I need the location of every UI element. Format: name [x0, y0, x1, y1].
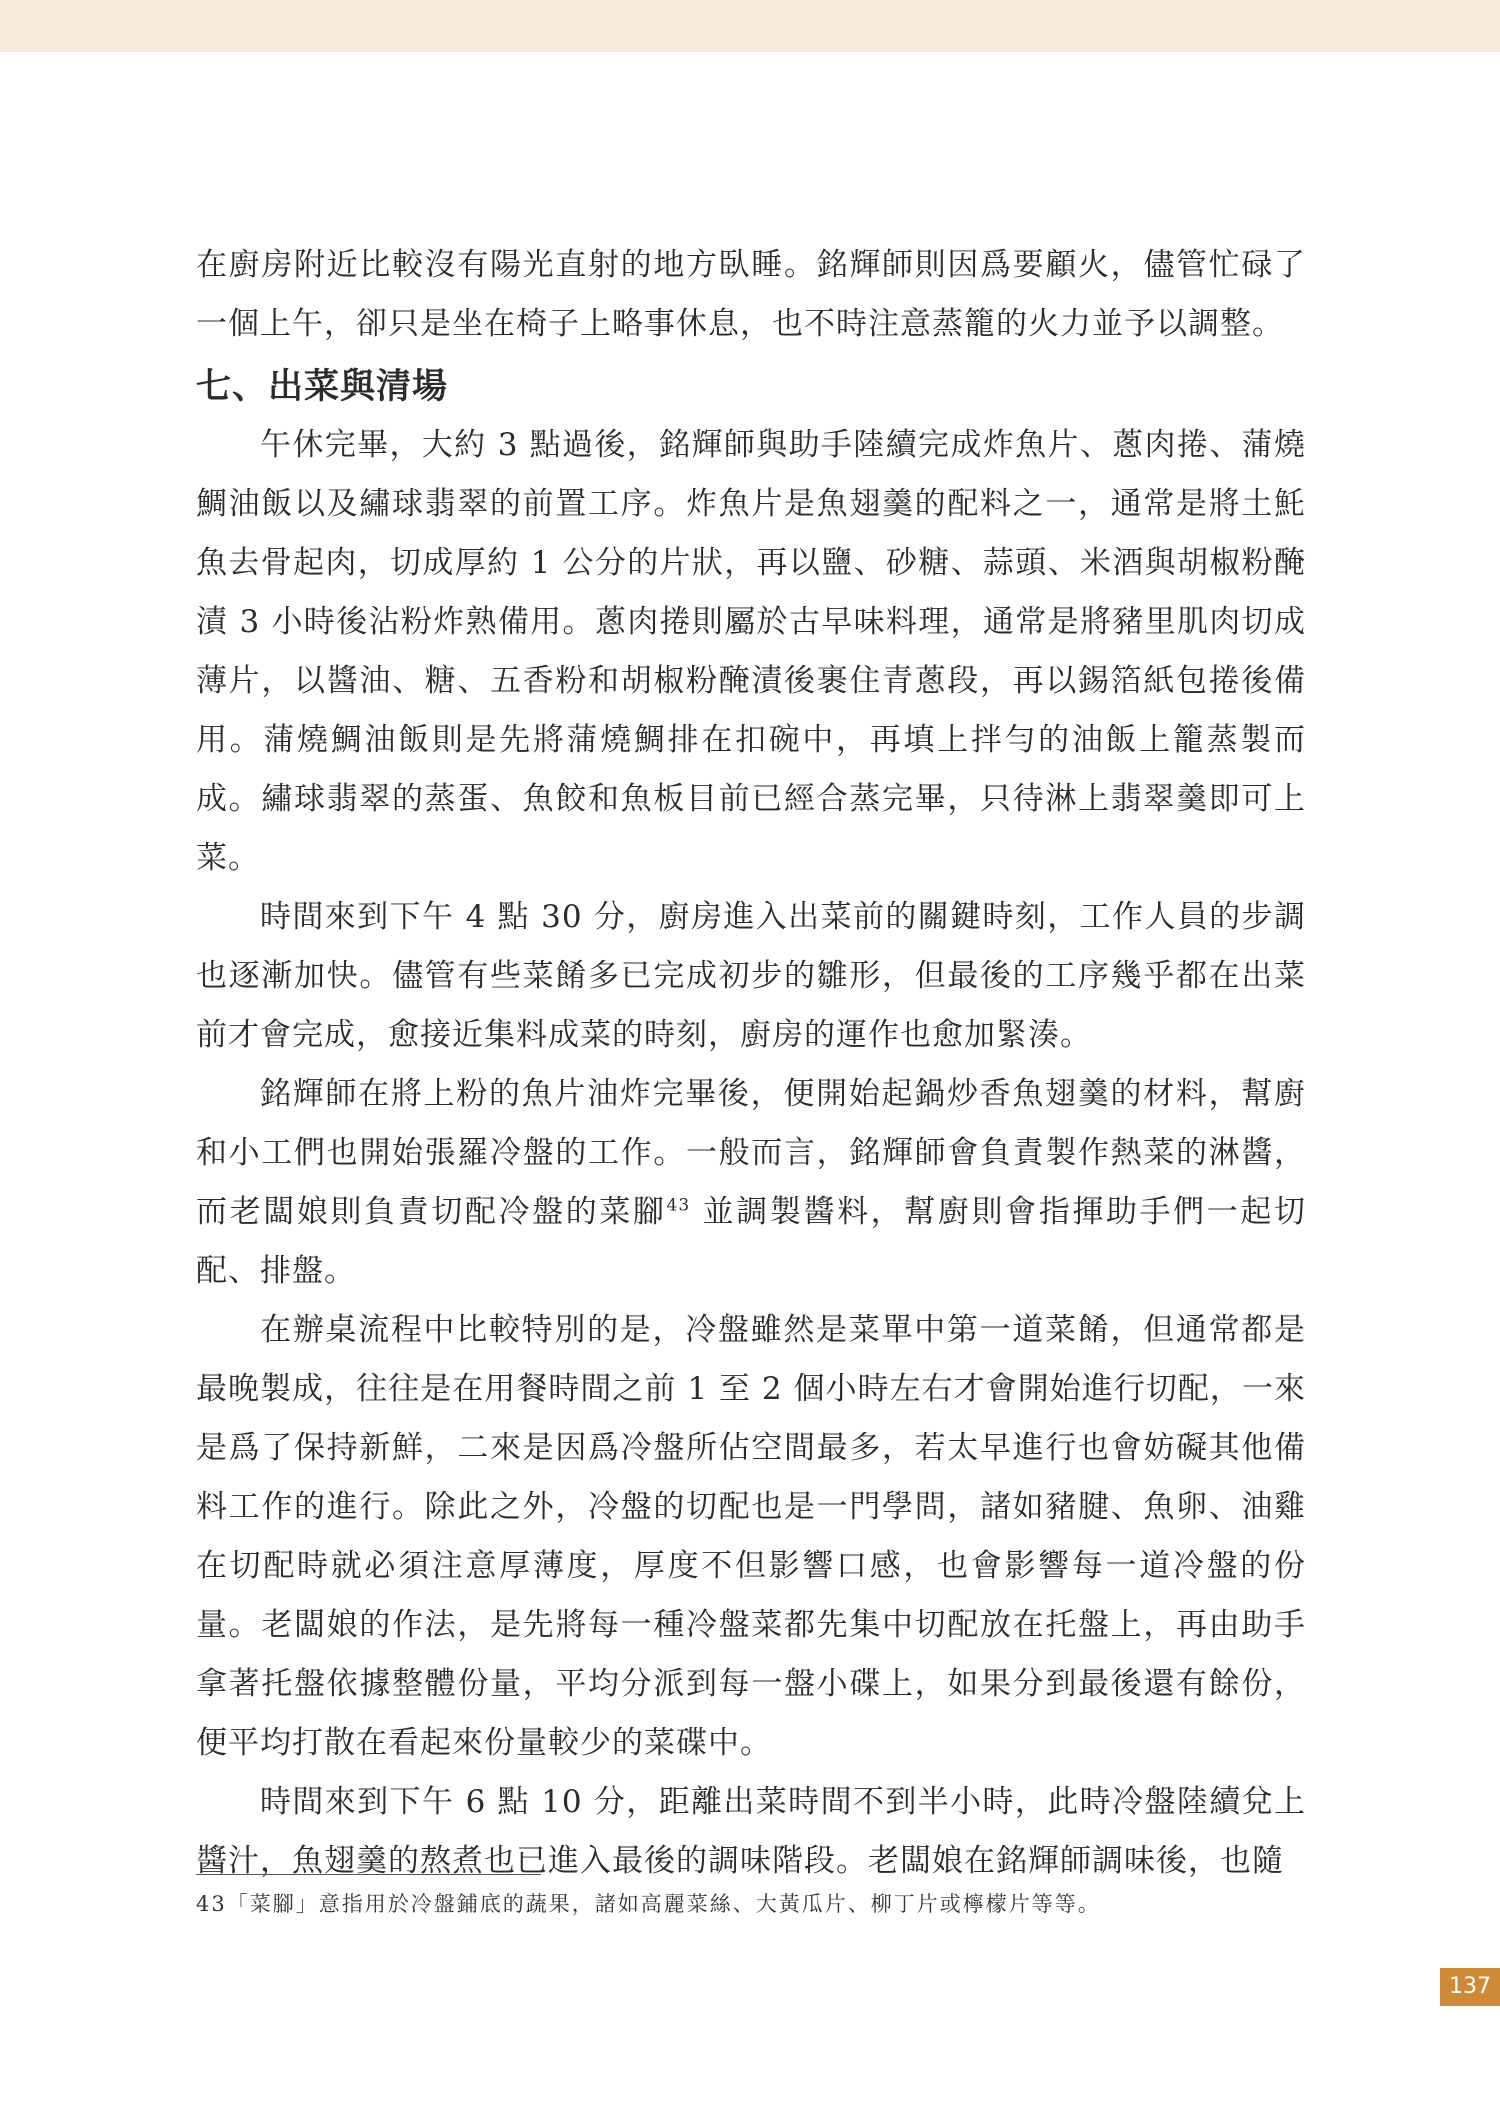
body-text [196, 236, 1306, 1891]
page-number: 137 [1440, 1968, 1500, 2006]
footnote-reference[interactable]: 43 [666, 1195, 691, 1216]
paragraph: 在廚房附近比較沒有陽光直射的地方臥睡。銘輝師則因爲要顧火，儘管忙碌了一個上午，卻只是坐在椅子上略事休息，也不時注意蒸籠的火力並予以調整。 [196, 247, 1306, 342]
header-band [0, 0, 1500, 52]
paragraph-text-before-ref: 銘輝師在將上粉的魚片油炸完畢後，便開始起鍋炒香魚翅羹的材料，幫廚和小工們也開始張羅冷盤的工作。一般而言，銘輝師會負責製作熱菜的淋醬，而老闆娘則負責切配冷盤的菜腳 [196, 1076, 1306, 1230]
paragraph: 午休完畢，大約 3 點過後，銘輝師與助手陸續完成炸魚片、蔥肉捲、蒲燒鯛油飯以及繡球翡翠的前置工序。炸魚片是魚翅羹的配料之一，通常是將土魠魚去骨起肉，切成厚約 1 公分的片狀，再以鹽、砂糖、蒜頭、米酒與胡椒粉醃漬 3 小時後沾粉炸熟備用。蔥肉捲則屬於古早味料理，通常是將豬里肌肉切成薄片，以醬油、糖、五香粉和胡椒粉醃漬後裹住青蔥段，再以錫箔紙包捲後備用。蒲燒鯛油飯則是先將蒲燒鯛排在扣碗中，再填上拌勻的油飯上籠蒸製而成。繡球翡翠的蒸蛋、魚餃和魚板目前已經合蒸完畢，只待淋上翡翠羹即可上菜。 [196, 427, 1306, 876]
paragraph-text-after-ref: 並調製醬料，幫廚則會指揮助手們一起切配、排盤。 [196, 1194, 1306, 1289]
paragraph-with-footnote-ref [196, 1065, 1306, 1301]
paragraph: 時間來到下午 4 點 30 分，廚房進入出菜前的關鍵時刻，工作人員的步調也逐漸加快。儘管有些菜餚多已完成初步的雛形，但最後的工序幾乎都在出菜前才會完成，愈接近集料成菜的時刻，廚房的運作也愈加緊湊。 [196, 899, 1306, 1053]
section-heading: 七、出菜與清場 [196, 367, 449, 407]
paragraph: 時間來到下午 6 點 10 分，距離出菜時間不到半小時，此時冷盤陸續兌上醬汁，魚翅羹的熬煮也已進入最後的調味階段。老闆娘在銘輝師調味後，也隨 [196, 1784, 1306, 1879]
footnote-divider [196, 1874, 541, 1875]
footnote: 43「菜腳」意指用於冷盤鋪底的蔬果，諸如高麗菜絲、大黃瓜片、柳丁片或檸檬片等等。 [196, 1892, 1101, 1916]
paragraph: 在辦桌流程中比較特別的是，冷盤雖然是菜單中第一道菜餚，但通常都是最晚製成，往往是在用餐時間之前 1 至 2 個小時左右才會開始進行切配，一來是爲了保持新鮮，二來是因爲冷盤所佔空間最多，若太早進行也會妨礙其他備料工作的進行。除此之外，冷盤的切配也是一門學問，諸如豬腱、魚卵、油雞在切配時就必須注意厚薄度，厚度不但影響口感，也會影響每一道冷盤的份量。老闆娘的作法，是先將每一種冷盤菜都先集中切配放在托盤上，再由助手拿著托盤依據整體份量，平均分派到每一盤小碟上，如果分到最後還有餘份，便平均打散在看起來份量較少的菜碟中。 [196, 1312, 1306, 1761]
